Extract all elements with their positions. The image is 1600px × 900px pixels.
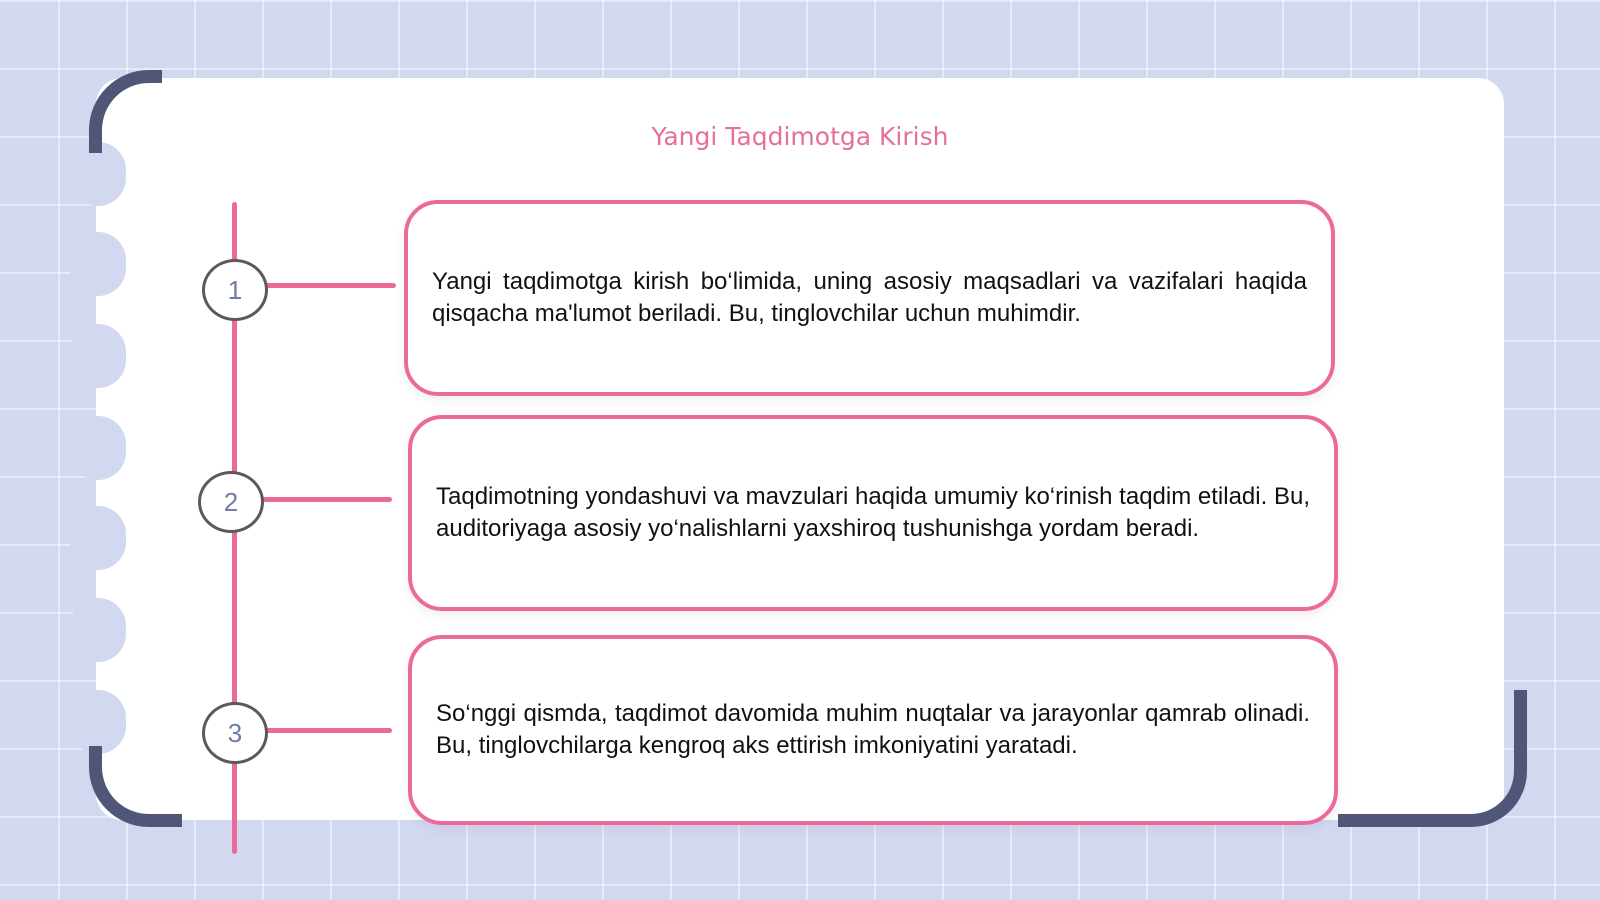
step-number-badge: 3 — [202, 702, 268, 764]
card-text: Yangi taqdimotga kirish bo‘limida, uning asosiy maqsadlari va vazifalari haqida qisqacha ma'lumot beriladi. Bu, tinglovchilar uchun muhimdir. — [432, 268, 1307, 327]
timeline-connector — [262, 728, 392, 733]
timeline-connector — [262, 283, 396, 288]
timeline-card — [408, 635, 1338, 825]
card-text: So‘nggi qismda, taqdimot davomida muhim nuqtalar va jarayonlar qamrab olinadi. Bu, tinglovchilarga kengroq aks ettirish imkoniyatini yaratadi. — [436, 700, 1310, 759]
card-text: Taqdimotning yondashuvi va mavzulari haqida umumiy ko‘rinish taqdim etiladi. Bu, auditoriyaga asosiy yo‘nalishlarni yaxshiroq tushunishga yordam beradi. — [436, 483, 1310, 542]
timeline-connector — [258, 497, 392, 502]
paper-notch — [70, 416, 126, 480]
timeline-card — [404, 200, 1335, 396]
paper-notch — [70, 232, 126, 296]
corner-bracket-bottom-left — [89, 746, 182, 827]
slide-title: Yangi Taqdimotga Kirish — [651, 122, 949, 151]
paper-notch — [70, 506, 126, 570]
paper-notch — [70, 598, 126, 662]
corner-bracket-bottom-right — [1338, 690, 1527, 827]
timeline-card — [408, 415, 1338, 611]
paper-notch — [70, 690, 126, 754]
paper-notch — [70, 324, 126, 388]
step-number-badge: 2 — [198, 471, 264, 533]
corner-bracket-top-left — [89, 70, 162, 153]
step-number-badge: 1 — [202, 259, 268, 321]
